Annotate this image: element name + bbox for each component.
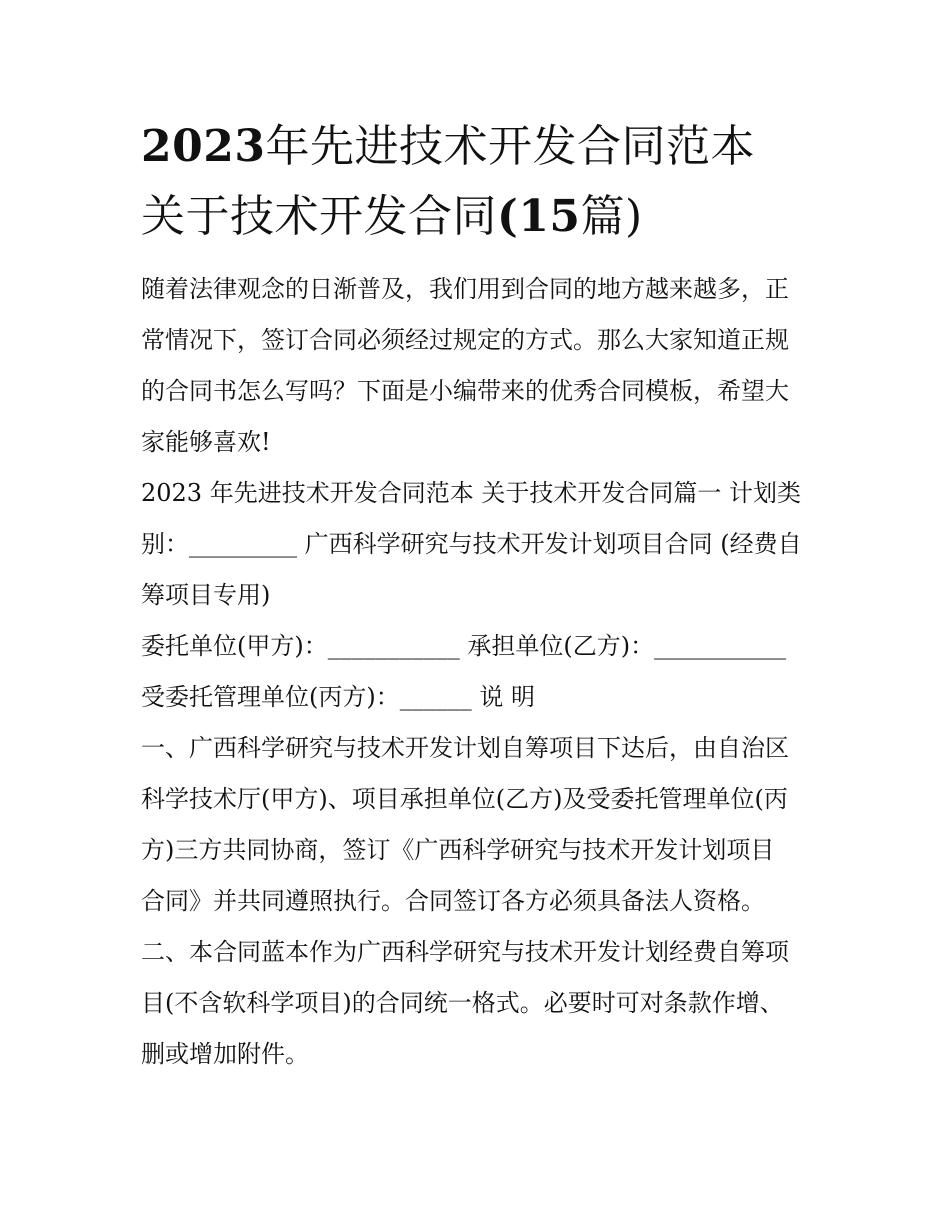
parties-paragraph [141,621,813,672]
text-line: 家能够喜欢! [141,428,271,456]
text-line: 科学技术厅(甲方)、项目承担单位(乙方)及受委托管理单位(丙 [141,785,788,813]
text-line: 常情况下，签订合同必须经过规定的方式。那么大家知道正规 [141,326,789,354]
text-line: 一、广西科学研究与技术开发计划自筹项目下达后，由自治区 [141,734,789,762]
document-body [141,112,813,1080]
text-line: 的合同书怎么写吗？下面是小编带来的优秀合同模板，希望大 [141,377,789,405]
text-line: 筹项目专用) [141,581,271,609]
text-line: 目(不含软科学项目)的合同统一格式。必要时可对条款作增、 [141,989,784,1017]
title-line1: 年先进技术开发合同范本 [265,121,755,172]
clause-one-paragraph [141,723,813,927]
text-line: 二、本合同蓝本作为广西科学研究与技术开发计划经费自筹项 [141,938,789,966]
text-line: 方)三方共同协商，签订《广西科学研究与技术开发计划项目 [141,836,775,864]
text-line: 别：_________ 广西科学研究与技术开发计划项目合同 (经费自 [141,530,802,558]
text-line: 删或增加附件。 [141,1040,309,1068]
title-count: (15 [497,191,581,242]
text-line: 随着法律观念的日渐普及，我们用到合同的地方越来越多，正 [141,275,789,303]
title-year: 2023 [141,121,266,172]
title-line2-end: 篇) [580,191,643,242]
plan-category-paragraph [141,468,813,621]
text-line: 2023 年先进技术开发合同范本 关于技术开发合同篇一 计划类 [141,479,801,507]
text-line: 委托单位(甲方)：___________ 承担单位(乙方)：___________ [141,632,787,660]
document-title [141,112,813,252]
text-line: 受委托管理单位(丙方)：______ 说 明 [141,683,535,711]
title-line2: 关于技术开发合同 [141,191,497,242]
clause-two-paragraph [141,927,813,1080]
managing-party-paragraph [141,672,813,723]
intro-paragraph [141,264,813,468]
text-line: 合同》并共同遵照执行。合同签订各方必须具备法人资格。 [141,887,765,915]
